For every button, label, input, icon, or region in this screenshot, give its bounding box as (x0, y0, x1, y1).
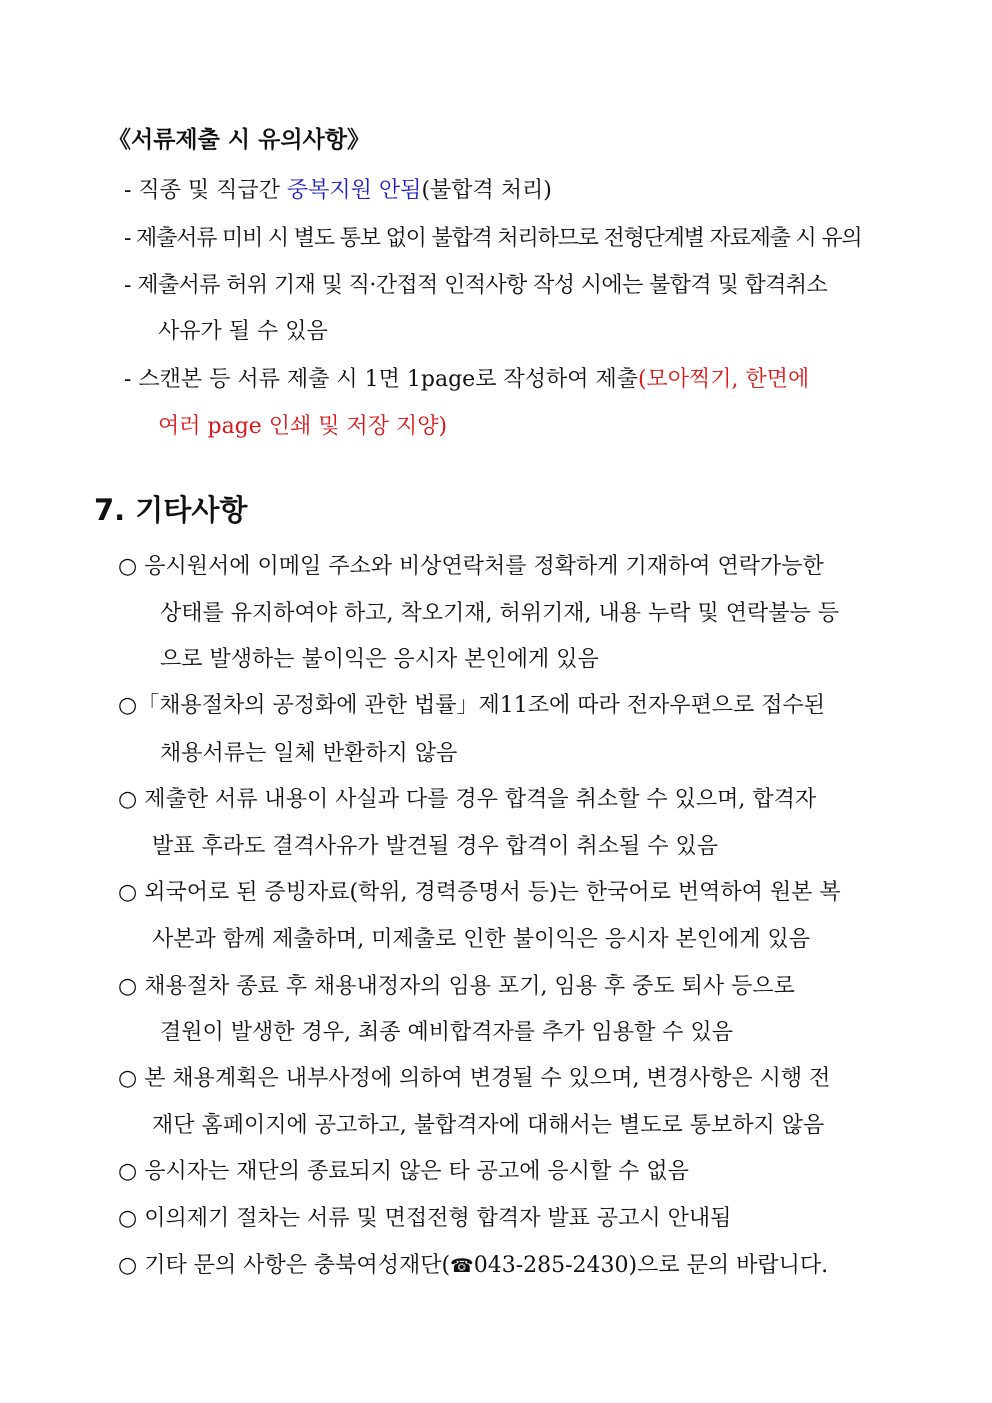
notice-item-duplicate-highlight: 중복지원 안됨 (286, 178, 422, 203)
bullet-foreign-docs-cont: 사본과 함께 제출하며, 미제출로 인한 불이익은 응시자 본인에게 있음 (152, 927, 810, 952)
bullet-email: ○ 응시원서에 이메일 주소와 비상연락처를 정확하게 기재하여 연락가능한 (118, 554, 824, 579)
bullet-law-cont: 채용서류는 일체 반환하지 않음 (160, 741, 458, 766)
notice-item-scan-plain: - 스캔본 등 서류 제출 시 1면 1page로 작성하여 제출 (124, 367, 638, 392)
notice-item-duplicate (124, 177, 552, 205)
bullet-contact-suffix: 043-285-2430)으로 문의 바랍니다. (473, 1253, 829, 1278)
bullet-objection: ○ 이의제기 절차는 서류 및 면접전형 합격자 발표 공고시 안내됨 (118, 1206, 732, 1231)
bullet-contact-prefix: ○ 기타 문의 사항은 충북여성재단( (118, 1253, 451, 1278)
notice-item-duplicate-prefix: - 직종 및 직급간 (124, 178, 287, 203)
bullet-email-cont2: 으로 발생하는 불이익은 응시자 본인에게 있음 (160, 647, 599, 672)
bullet-email-cont1: 상태를 유지하여야 하고, 착오기재, 허위기재, 내용 누락 및 연락불능 등 (160, 601, 839, 626)
phone-icon: ☎ (450, 1255, 474, 1277)
bullet-foreign-docs: ○ 외국어로 된 증빙자료(학위, 경력증명서 등)는 한국어로 번역하여 원본 복 (118, 880, 841, 905)
bullet-vacancy: ○ 채용절차 종료 후 채용내정자의 임용 포기, 임용 후 중도 퇴사 등으로 (118, 974, 795, 999)
bullet-contact (118, 1252, 828, 1280)
notice-item-scan-cont: 여러 page 인쇄 및 저장 지양) (158, 414, 448, 439)
notice-item-duplicate-suffix: (불합격 처리) (421, 178, 552, 203)
bullet-false-docs: ○ 제출한 서류 내용이 사실과 다를 경우 합격을 취소할 수 있으며, 합격자 (118, 787, 817, 812)
bullet-vacancy-cont: 결원이 발생한 경우, 최종 예비합격자를 추가 임용할 수 있음 (160, 1020, 733, 1045)
section-title: 7. 기타사항 (94, 493, 248, 527)
notice-title: 《서류제출 시 유의사항》 (108, 126, 370, 153)
notice-item-false-entry-cont: 사유가 될 수 있음 (158, 319, 328, 344)
notice-item-scan (124, 366, 809, 394)
bullet-other-announcement: ○ 응시자는 재단의 종료되지 않은 타 공고에 응시할 수 없음 (118, 1159, 689, 1184)
bullet-plan-change-cont: 재단 홈페이지에 공고하고, 불합격자에 대해서는 별도로 통보하지 않음 (152, 1113, 825, 1138)
notice-item-false-entry: - 제출서류 허위 기재 및 직·간접적 인적사항 작성 시에는 불합격 및 합격취소 (124, 273, 828, 298)
bullet-law: ○「채용절차의 공정화에 관한 법률」제11조에 따라 전자우편으로 접수된 (118, 693, 825, 718)
notice-item-missing-docs: - 제출서류 미비 시 별도 통보 없이 불합격 처리하므로 전형단계별 자료제출 시 유의 (124, 226, 862, 251)
notice-item-scan-red: (모아찍기, 한면에 (637, 367, 810, 392)
bullet-plan-change: ○ 본 채용계획은 내부사정에 의하여 변경될 수 있으며, 변경사항은 시행 전 (118, 1066, 831, 1091)
bullet-false-docs-cont: 발표 후라도 결격사유가 발견될 경우 합격이 취소될 수 있음 (152, 834, 718, 859)
